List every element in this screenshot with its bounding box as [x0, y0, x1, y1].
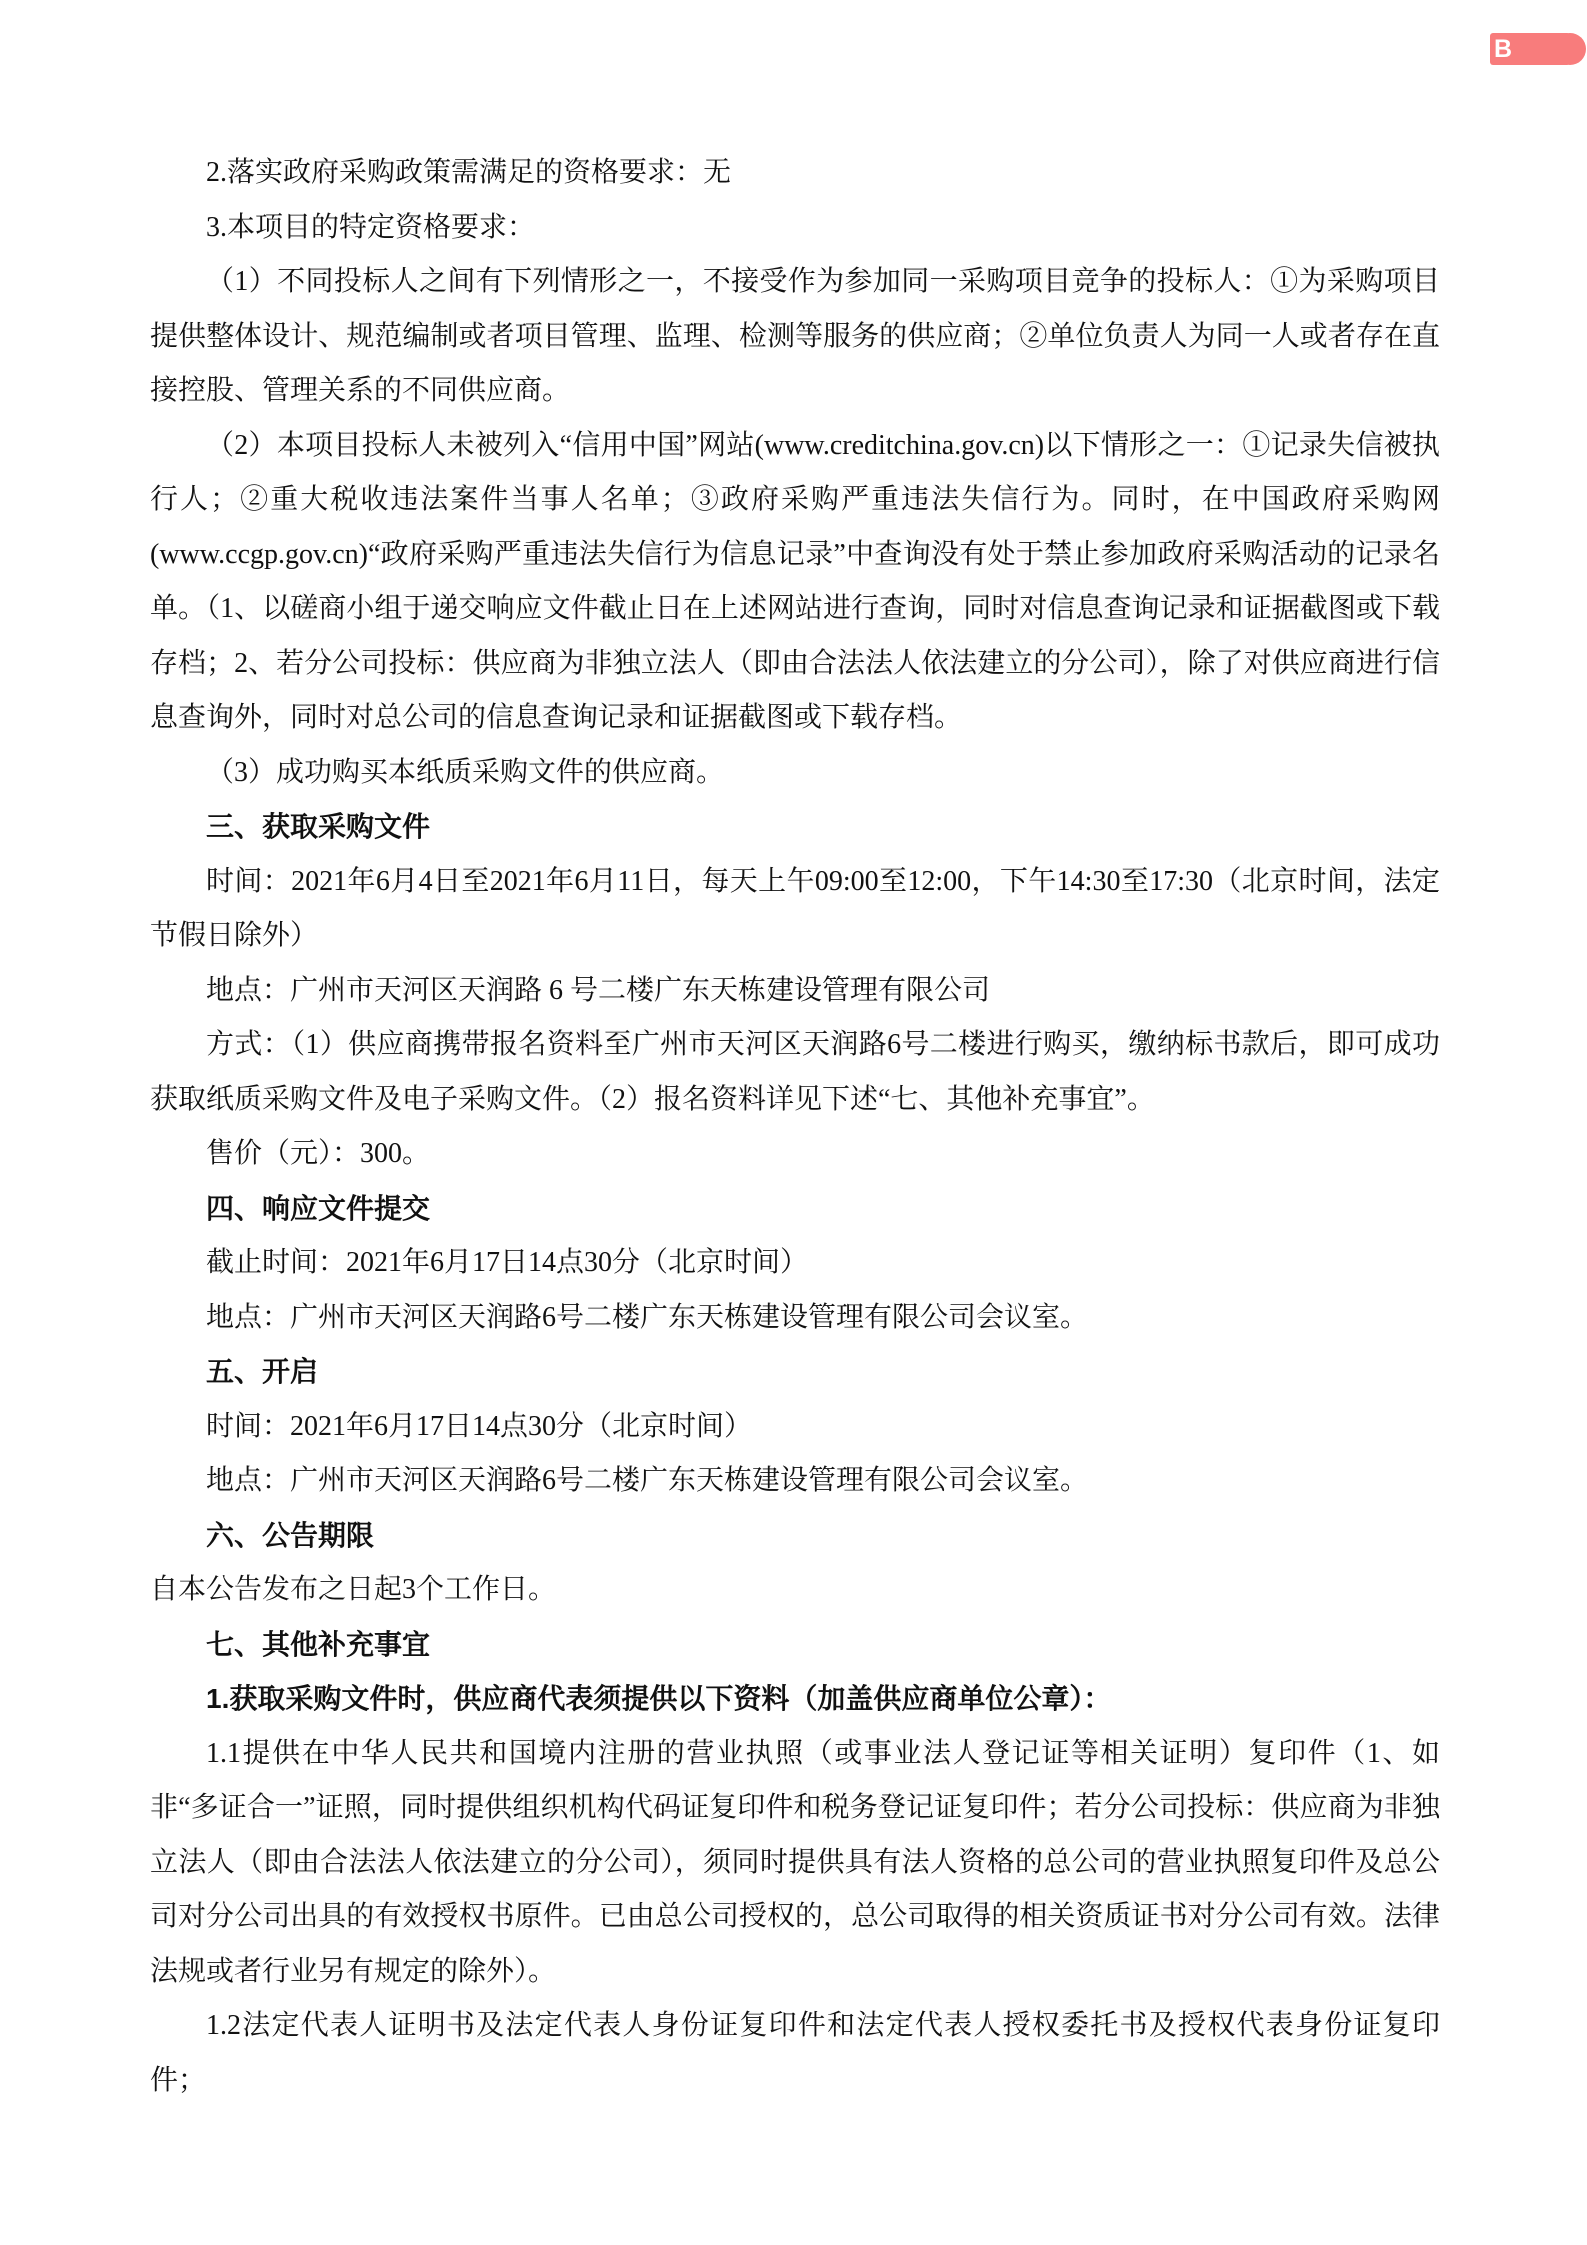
section-heading: 七、其他补充事宜	[206, 1628, 431, 1660]
paragraph: （2）本项目投标人未被列入“信用中国”网站(www.creditchina.gov.cn)以下情形之一：①记录失信被执行人；②重大税收违法案件当事人名单；③政府采购严重违法失信行为。同时，在中国政府采购网(www.ccgp.gov.cn)“政府采购严重违法失信行为信息记录”中查询没有处于禁止参加政府采购活动的记录名单。（1、以磋商小组于递交响应文件截止日在上述网站进行查询，同时对信息查询记录和证据截图或下载存档；2、若分公司投标：供应商为非独立法人（即由合法法人依法建立的分公司），除了对供应商进行信息查询外，同时对总公司的信息查询记录和证据截图或下载存档。	[150, 429, 1440, 733]
paragraph: 1.1提供在中华人民共和国境内注册的营业执照（或事业法人登记证等相关证明）复印件（1、如非“多证合一”证照，同时提供组织机构代码证复印件和税务登记证复印件；若分公司投标：供应商为非独立法人（即由合法法人依法建立的分公司），须同时提供具有法人资格的总公司的营业执照复印件及总公司对分公司出具的有效授权书原件。已由总公司授权的，总公司取得的相关资质证书对分公司有效。法律法规或者行业另有规定的除外）。	[150, 1737, 1440, 1987]
paragraph: 时间：2021年6月17日14点30分（北京时间）	[206, 1410, 753, 1442]
section-heading: 三、获取采购文件	[206, 811, 431, 842]
paragraph: 截止时间：2021年6月17日14点30分（北京时间）	[206, 1247, 809, 1278]
watermark-badge-letter: B	[1494, 35, 1513, 63]
document-body	[150, 146, 1440, 2108]
paragraph: 方式：（1）供应商携带报名资料至广州市天河区天润路6号二楼进行购买，缴纳标书款后，即可成功获取纸质采购文件及电子采购文件。（2）报名资料详见下述“七、其他补充事宜”。	[150, 1029, 1440, 1115]
paragraph: 2.落实政府采购政策需满足的资格要求：无	[206, 157, 732, 188]
paragraph: 售价（元）：300。	[206, 1138, 431, 1169]
paragraph: 3.本项目的特定资格要求：	[206, 211, 536, 243]
paragraph: 时间：2021年6月4日至2021年6月11日，每天上午09:00至12:00，下午14:30至17:30（北京时间，法定节假日除外）	[150, 865, 1440, 951]
section-heading: 六、公告期限	[206, 1519, 375, 1551]
paragraph: 地点：广州市天河区天润路6号二楼广东天栋建设管理有限公司会议室。	[206, 1465, 1089, 1496]
paragraph: 1.2法定代表人证明书及法定代表人身份证复印件和法定代表人授权委托书及授权代表身份证复印件；	[150, 2010, 1440, 2096]
section-heading: 五、开启	[206, 1356, 319, 1387]
paragraph: 1.获取采购文件时，供应商代表须提供以下资料（加盖供应商单位公章）：	[206, 1683, 1112, 1714]
section-heading: 四、响应文件提交	[206, 1192, 431, 1224]
paragraph: 自本公告发布之日起3个工作日。	[150, 1574, 557, 1605]
paragraph: （3）成功购买本纸质采购文件的供应商。	[206, 756, 725, 788]
paragraph: 地点：广州市天河区天润路6号二楼广东天栋建设管理有限公司会议室。	[206, 1301, 1089, 1333]
paragraph: （1）不同投标人之间有下列情形之一，不接受作为参加同一采购项目竞争的投标人：①为采购项目提供整体设计、规范编制或者项目管理、监理、检测等服务的供应商；②单位负责人为同一人或者存在直接控股、管理关系的不同供应商。	[150, 266, 1440, 406]
watermark-badge-arc	[1554, 33, 1586, 65]
watermark-badge	[1490, 33, 1587, 65]
paragraph: 地点：广州市天河区天润路 6 号二楼广东天栋建设管理有限公司	[206, 974, 991, 1006]
